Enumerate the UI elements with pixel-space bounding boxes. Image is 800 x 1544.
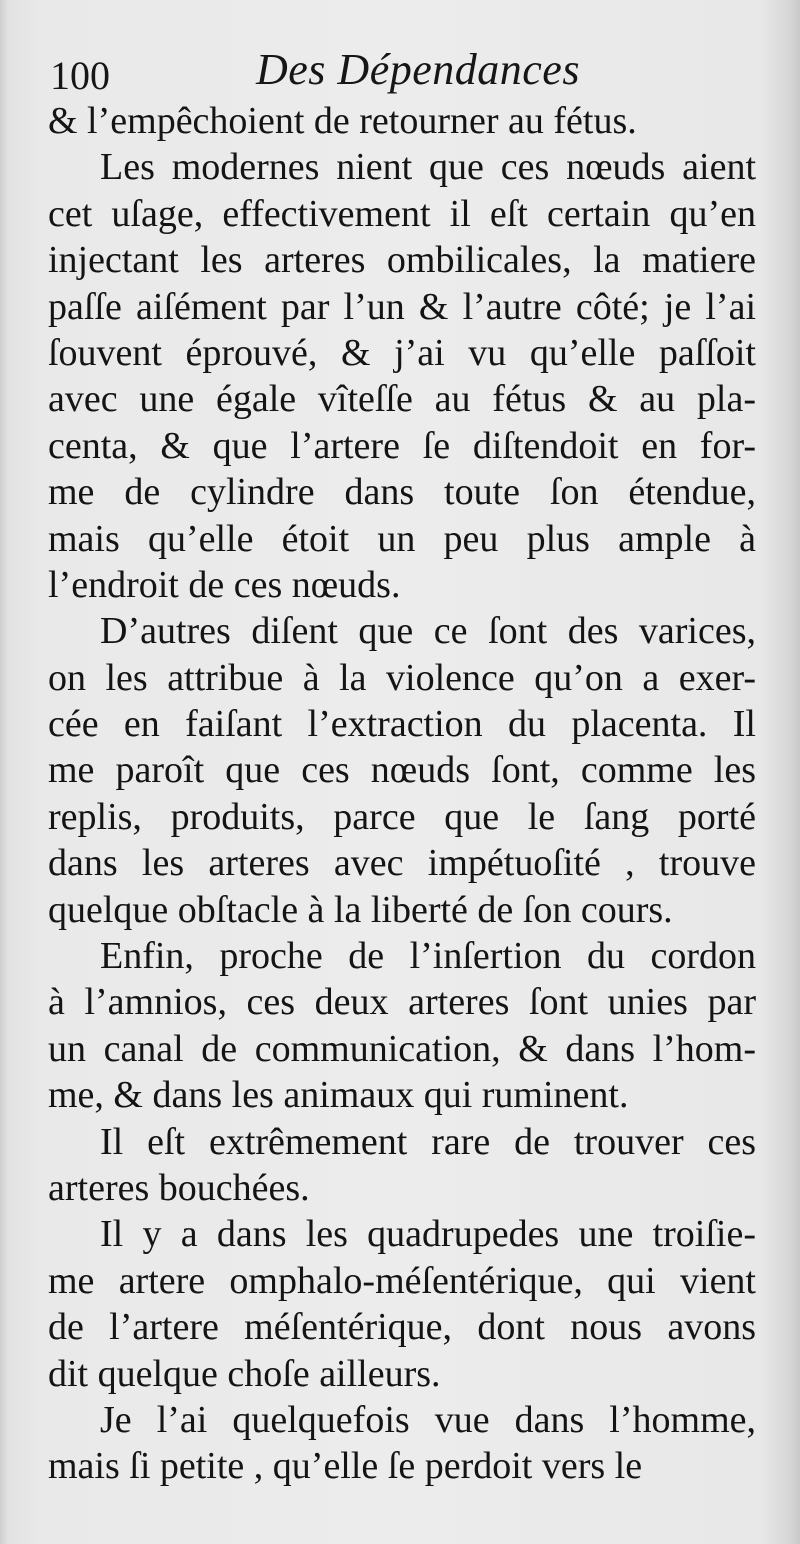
text-line: arteres bouchées. [48, 1166, 310, 1209]
text-line: cée en faiſant l’extraction du placenta. Il [48, 703, 756, 746]
text-line: Il eſt extrêmement rare de trouver ces [100, 1120, 756, 1163]
text-line: replis, produits, parce que le ſang porté [48, 795, 756, 838]
text-line: centa, & que l’artere ſe diſtendoit en for- [48, 424, 756, 467]
text-line: me, & dans les animaux qui ruminent. [48, 1074, 629, 1117]
text-line: cet uſage, effectivement il eſt certain qu’en [48, 192, 756, 235]
paragraph [48, 144, 756, 608]
text-line: Les modernes nient que ces nœuds aient [100, 146, 756, 189]
paragraph [48, 1119, 756, 1212]
text-line: l’endroit de ces nœuds. [48, 563, 401, 606]
text-line: à l’amnios, ces deux arteres ſont unies par [48, 981, 756, 1024]
text-line: un canal de communication, & dans l’hom- [48, 1027, 756, 1070]
text-line: mais qu’elle étoit un peu plus ample à [48, 517, 756, 560]
text-line: mais ſi petite , qu’elle ſe perdoit vers le [48, 1445, 643, 1488]
text-line: injectant les arteres ombilicales, la matiere [48, 239, 756, 282]
text-line: quelque obſtacle à la liberté de ſon cours. [48, 888, 673, 931]
text-line: me artere omphalo-méſentérique, qui vient [48, 1259, 756, 1302]
text-line: Enfin, proche de l’inſertion du cordon [100, 935, 756, 978]
paragraph [48, 98, 756, 144]
text-line: D’autres diſent que ce ſont des varices, [100, 610, 756, 653]
body-text [48, 98, 756, 1490]
paragraph [48, 1211, 756, 1397]
text-line: paſſe aiſément par l’un & l’autre côté; je l’ai [48, 285, 756, 328]
text-line: avec une égale vîteſſe au fétus & au pla- [48, 378, 756, 421]
text-line: me de cylindre dans toute ſon étendue, [48, 471, 756, 514]
text-line: & l’empêchoient de retourner au fétus. [48, 100, 637, 142]
page-number: 100 [50, 53, 110, 98]
paragraph [48, 608, 756, 933]
text-line: Je l’ai quelquefois vue dans l’homme, [100, 1398, 756, 1441]
text-line: on les attribue à la violence qu’on a exer- [48, 656, 756, 699]
text-line: me paroît que ces nœuds ſont, comme les [48, 749, 756, 792]
running-head: Des Dépendances [256, 45, 580, 94]
text-line: dit quelque choſe ailleurs. [48, 1352, 441, 1395]
paragraph [48, 933, 756, 1119]
text-line: Il y a dans les quadrupedes une troiſie- [100, 1213, 756, 1256]
text-line: de l’artere méſentérique, dont nous avons [48, 1306, 756, 1349]
text-line: dans les arteres avec impétuoſité , trouve [48, 842, 756, 885]
paragraph [48, 1397, 756, 1490]
page-header [48, 38, 768, 98]
text-line: ſouvent éprouvé, & j’ai vu qu’elle paſſoit [48, 331, 756, 374]
